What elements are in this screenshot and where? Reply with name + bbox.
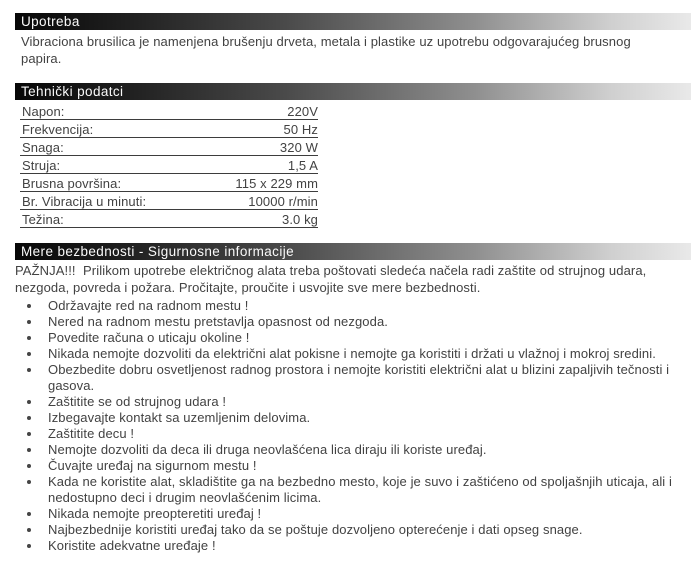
bullet-icon (27, 432, 31, 436)
bullet-icon (27, 336, 31, 340)
safety-list-item (0, 506, 700, 522)
bullet-icon (27, 400, 31, 404)
spec-row (20, 192, 318, 210)
safety-warning-paragraph: PAŽNJA!!! Prilikom upotrebe električnog alata treba poštovati sledeća načela radi zaštite od strujnog udara, nezgoda, povreda i požara. Pročitajte, proučite i usvojite sve mere bezbednosti. (15, 263, 651, 295)
bullet-icon (27, 416, 31, 420)
section-header-safety (15, 243, 691, 260)
safety-list-item-text: Povedite računa o uticaju okoline ! (48, 330, 250, 345)
safety-list-item-text: Kada ne koristite alat, skladištite ga na bezbedno mesto, koje je suvo i zaštićeno od spoljašnjih uticaja, ali i nedostupno deci i drugim neovlašćenim licima. (48, 474, 672, 505)
spec-row (20, 138, 318, 156)
spec-value: 3.0 kg (281, 212, 318, 227)
safety-list-item-text: Čuvajte uređaj na sigurnom mestu ! (48, 458, 257, 473)
bullet-icon (27, 352, 31, 356)
safety-list-item (0, 362, 700, 394)
bullet-icon (27, 304, 31, 308)
safety-list-item (0, 538, 700, 554)
spec-row (20, 156, 318, 174)
spec-value: 50 Hz (283, 122, 318, 137)
spec-value: 10000 r/min (248, 194, 318, 209)
spec-value: 1,5 A (287, 158, 318, 173)
spec-row (20, 120, 318, 138)
bullet-icon (27, 512, 31, 516)
spec-row (20, 174, 318, 192)
bullet-icon (27, 544, 31, 548)
usage-paragraph: Vibraciona brusilica je namenjena brušenju drveta, metala i plastike uz upotrebu odgovarajućeg brusnog papira. (21, 34, 631, 66)
safety-list-item-text: Nikada nemojte dozvoliti da električni alat pokisne i nemojte ga koristiti i držati u vlažnoj i mokroj sredini. (48, 346, 656, 361)
safety-list-item (0, 330, 700, 346)
safety-list-item-text: Koristite adekvatne uređaje ! (48, 538, 216, 553)
safety-list-item-text: Održavajte red na radnom mestu ! (48, 298, 249, 313)
safety-list-item (0, 394, 700, 410)
safety-list-item (0, 474, 700, 506)
spec-row (20, 102, 318, 120)
safety-list-item-text: Izbegavajte kontakt sa uzemljenim delovima. (48, 410, 311, 425)
spec-label: Struja: (22, 158, 61, 173)
safety-list-item (0, 298, 700, 314)
safety-list-item (0, 426, 700, 442)
safety-list-item-text: Zaštitite se od strujnog udara ! (48, 394, 227, 409)
section-title-specs: Tehnički podatci (21, 84, 124, 99)
safety-list-item-text: Obezbedite dobru osvetljenost radnog prostora i nemojte koristiti električni alat u blizini zapaljivih tečnosti i gasova. (48, 362, 670, 393)
bullet-icon (27, 464, 31, 468)
spec-value: 320 W (279, 140, 318, 155)
section-header-specs (15, 83, 691, 100)
spec-value: 115 x 229 mm (235, 176, 318, 191)
safety-list-item-text: Zaštitite decu ! (48, 426, 135, 441)
specs-table (20, 102, 318, 228)
safety-list-item (0, 410, 700, 426)
safety-list-item (0, 314, 700, 330)
safety-list-item-text: Nikada nemojte preopteretiti uređaj ! (48, 506, 262, 521)
bullet-icon (27, 368, 31, 372)
safety-list-item (0, 346, 700, 362)
section-title-safety: Mere bezbednosti - Sigurnosne informacije (21, 244, 295, 259)
spec-label: Težina: (22, 212, 64, 227)
spec-label: Snaga: (22, 140, 64, 155)
safety-bullet-list (0, 298, 700, 554)
bullet-icon (27, 320, 31, 324)
safety-list-item-text: Nered na radnom mestu pretstavlja opasnost od nezgoda. (48, 314, 388, 329)
safety-list-item (0, 522, 700, 538)
spec-label: Br. Vibracija u minuti: (22, 194, 147, 209)
section-title-usage: Upotreba (21, 14, 80, 29)
spec-label: Napon: (22, 104, 65, 119)
bullet-icon (27, 528, 31, 532)
spec-value: 220V (287, 104, 318, 119)
safety-list-item-text: Nemojte dozvoliti da deca ili druga neovlašćena lica diraju ili koriste uređaj. (48, 442, 487, 457)
spec-row (20, 210, 318, 228)
bullet-icon (27, 448, 31, 452)
safety-list-item (0, 458, 700, 474)
safety-list-item-text: Najbezbednije koristiti uređaj tako da se poštuje dozvoljeno opterećenje i dati opseg snage. (48, 522, 583, 537)
safety-list-item (0, 442, 700, 458)
spec-label: Frekvencija: (22, 122, 94, 137)
section-header-usage (15, 13, 691, 30)
spec-label: Brusna površina: (22, 176, 122, 191)
bullet-icon (27, 480, 31, 484)
